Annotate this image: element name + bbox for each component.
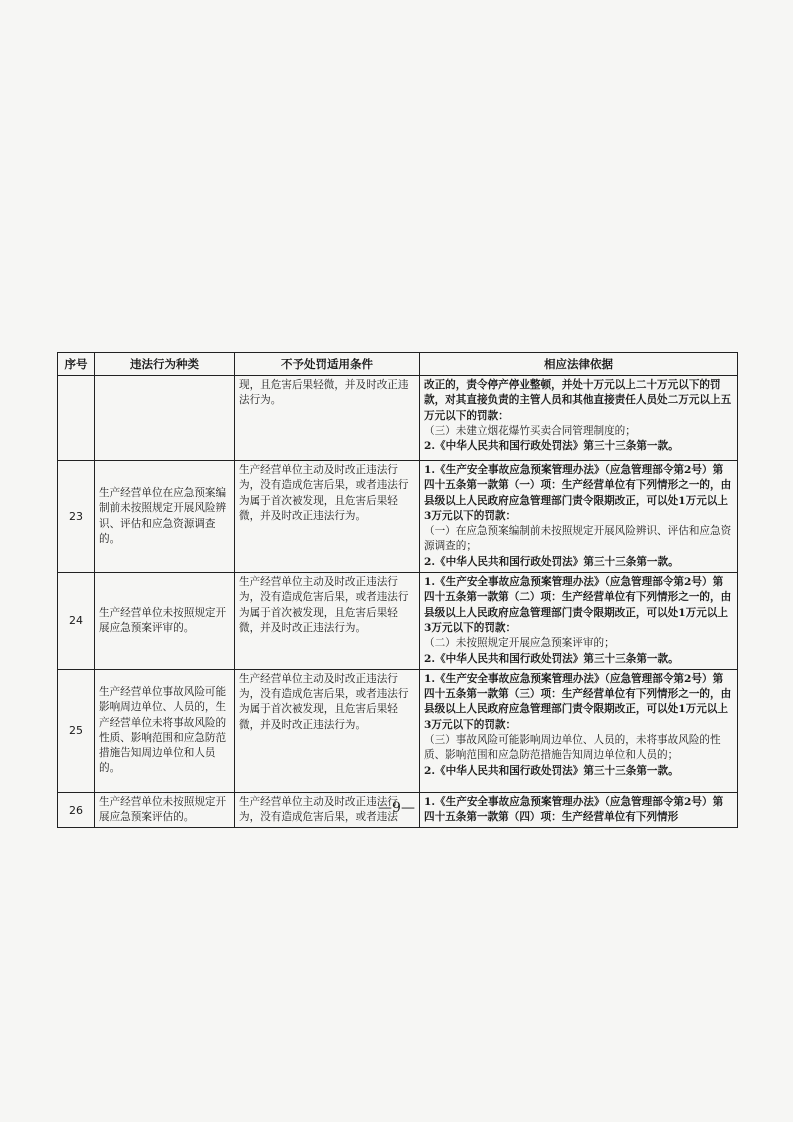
basis-line: （三）未建立烟花爆竹买卖合同管理制度的； <box>424 424 636 437</box>
row-number <box>58 376 95 461</box>
row-number: 24 <box>58 573 95 670</box>
basis-line: （三）事故风险可能影响周边单位、人员的，未将事故风险的性质、影响范围和应急防范措施告知周边单位和人员的； <box>424 734 721 762</box>
violation-type: 生产经营单位事故风险可能影响周边单位、人员的，生产经营单位未将事故风险的性质、影响范围和应急防范措施告知周边单位和人员的。 <box>95 669 235 792</box>
violation-type <box>95 376 235 461</box>
condition-text: 生产经营单位主动及时改正违法行为，没有造成危害后果，或者违法 <box>239 795 398 824</box>
header-violation-type: 违法行为种类 <box>95 353 235 376</box>
violation-type: 生产经营单位未按照规定开展应急预案评审的。 <box>95 573 235 670</box>
condition-text: 现，且危害后果轻微，并及时改正违法行为。 <box>239 379 409 407</box>
basis-line: （二）未按照规定开展应急预案评审的； <box>424 637 615 650</box>
penalty-exemption-table <box>57 352 738 828</box>
table-row <box>58 573 738 670</box>
exemption-condition <box>235 669 420 792</box>
table-row <box>58 376 738 461</box>
exemption-condition <box>235 376 420 461</box>
page-number: —9— <box>378 800 415 816</box>
basis-line: 2.《中华人民共和国行政处罚法》第三十三条第一款。 <box>424 555 679 568</box>
header-legal-basis: 相应法律依据 <box>420 353 738 376</box>
basis-line: 1.《生产安全事故应急预案管理办法》（应急管理部令第2号）第四十五条第一款第（四）项：生产经营单位有下列情形 <box>424 795 724 824</box>
condition-text: 生产经营单位主动及时改正违法行为，没有造成危害后果，或者违法行为属于首次被发现，且危害后果轻微，并及时改正违法行为。 <box>239 464 409 522</box>
legal-basis <box>420 669 738 792</box>
condition-text: 生产经营单位主动及时改正违法行为，没有造成危害后果，或者违法行为属于首次被发现，且危害后果轻微，并及时改正违法行为。 <box>239 672 409 731</box>
legal-basis <box>420 573 738 670</box>
row-number: 25 <box>58 669 95 792</box>
basis-line: 2.《中华人民共和国行政处罚法》第三十三条第一款。 <box>424 440 679 453</box>
table-row <box>58 461 738 573</box>
basis-line: 1.《生产安全事故应急预案管理办法》（应急管理部令第2号）第四十五条第一款第（二）项：生产经营单位有下列情形之一的，由县级以上人民政府应急管理部门责令限期改正，可以处1万元以上3万元以下的罚款： <box>424 576 732 634</box>
violation-type: 生产经营单位在应急预案编制前未按照规定开展风险辨识、评估和应急资源调查的。 <box>95 461 235 573</box>
condition-text: 生产经营单位主动及时改正违法行为，没有造成危害后果，或者违法行为属于首次被发现，且危害后果轻微，并及时改正违法行为。 <box>239 576 409 634</box>
legal-basis <box>420 376 738 461</box>
basis-line: （一）在应急预案编制前未按照规定开展风险辨识、评估和应急资源调查的； <box>424 525 732 553</box>
table-row <box>58 669 738 792</box>
legal-basis <box>420 461 738 573</box>
basis-line: 1.《生产安全事故应急预案管理办法》（应急管理部令第2号）第四十五条第一款第（三）项：生产经营单位有下列情形之一的，由县级以上人民政府应急管理部门责令限期改正，可以处1万元以上3万元以下的罚款： <box>424 672 732 731</box>
exemption-condition <box>235 461 420 573</box>
table-header-row <box>58 353 738 376</box>
header-exemption-condition: 不予处罚适用条件 <box>235 353 420 376</box>
basis-line: 1.《生产安全事故应急预案管理办法》（应急管理部令第2号）第四十五条第一款第（一）项：生产经营单位有下列情形之一的，由县级以上人民政府应急管理部门责令限期改正，可以处1万元以上3万元以下的罚款： <box>424 464 732 522</box>
row-number: 23 <box>58 461 95 573</box>
header-num: 序号 <box>58 353 95 376</box>
exemption-condition <box>235 573 420 670</box>
basis-line: 2.《中华人民共和国行政处罚法》第三十三条第一款。 <box>424 652 679 665</box>
violation-type: 生产经营单位未按照规定开展应急预案评估的。 <box>95 792 235 828</box>
basis-line: 改正的，责令停产停业整顿，并处十万元以上二十万元以下的罚款，对其直接负责的主管人员和其他直接责任人员处二万元以上五万元以下的罚款： <box>424 379 732 422</box>
basis-line: 2.《中华人民共和国行政处罚法》第三十三条第一款。 <box>424 764 679 777</box>
row-number: 26 <box>58 792 95 828</box>
